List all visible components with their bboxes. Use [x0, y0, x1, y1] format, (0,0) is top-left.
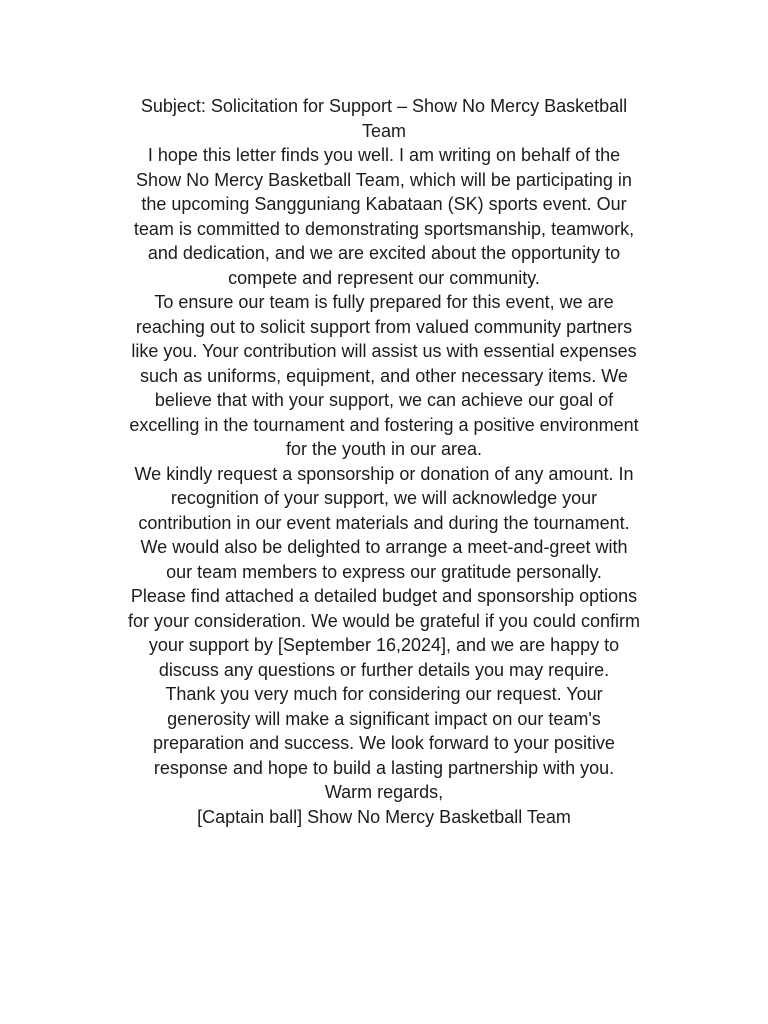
- letter-closing: Warm regards,: [324, 782, 444, 802]
- paragraph-intro: I hope this letter finds you well. I am writing on behalf of the Show No Mercy Basketball Team, which will be participating in the upcoming Sangguniang Kabataan (SK) sports event. Our team is committed to demonstrating sportsmanship, teamwork, and dedication, and we are excited about the opportunity to compete and represent our community.: [133, 145, 635, 288]
- paragraph-thanks: Thank you very much for considering our request. Your generosity will make a significant impact on our team's preparation and success. We look forward to your positive response and hope to build a lasting partnership with you.: [153, 684, 615, 778]
- letter-body: [128, 94, 640, 829]
- paragraph-attachment: Please find attached a detailed budget and sponsorship options for your consideration. We would be grateful if you could confirm your support by [September 16,2024], and we are happy to discuss any questions or further details you may require.: [128, 586, 640, 680]
- letter-subject: Subject: Solicitation for Support – Show No Mercy Basketball Team: [140, 96, 628, 141]
- paragraph-sponsorship: We kindly request a sponsorship or donation of any amount. In recognition of your support, we will acknowledge your contribution in our event materials and during the tournament. We would also be delighted to arrange a meet-and-greet with our team members to express our gratitude personally.: [134, 463, 634, 582]
- letter-signature: [Captain ball] Show No Mercy Basketball Team: [197, 806, 571, 827]
- paragraph-request-purpose: To ensure our team is fully prepared for this event, we are reaching out to solicit support from valued community partners like you. Your contribution will assist us with essential expenses such as uniforms, equipment, and other necessary items. We believe that with your support, we can achieve our goal of excelling in the tournament and fostering a positive environment for the youth in our area.: [129, 292, 639, 459]
